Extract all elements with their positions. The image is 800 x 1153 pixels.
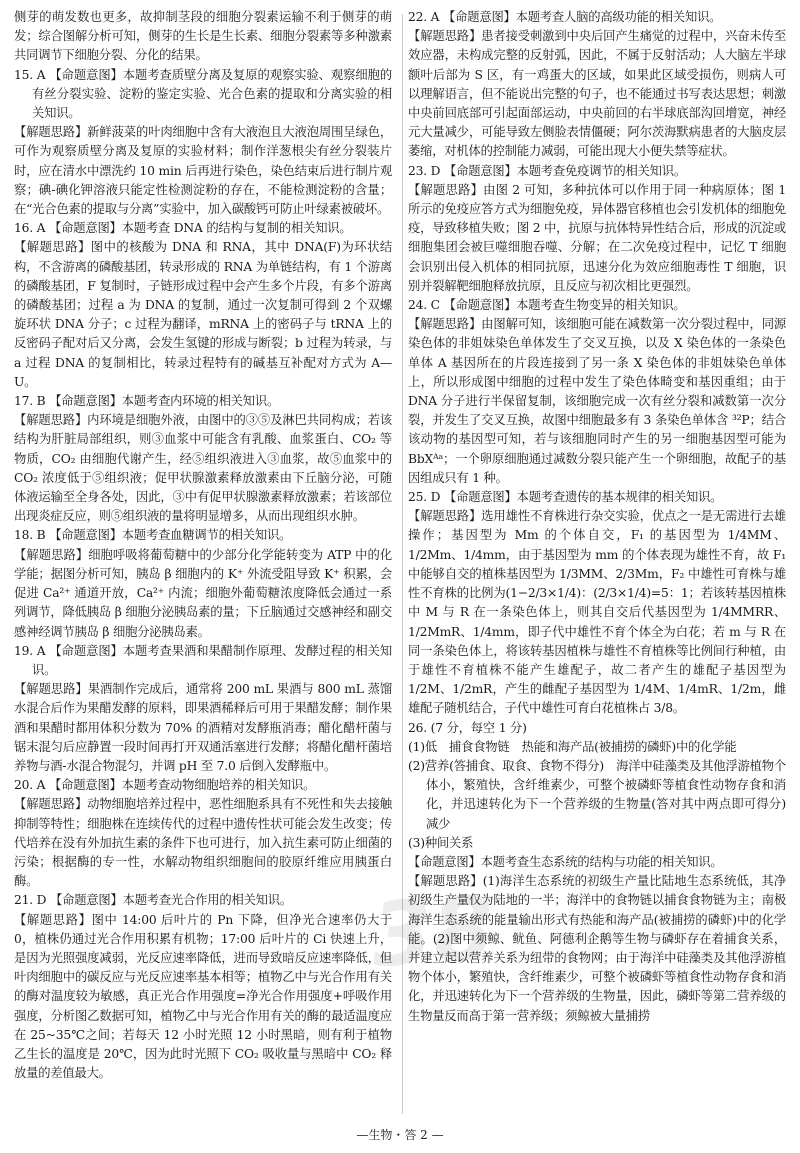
- solution-paragraph: 【解题思路】新鲜菠菜的叶肉细胞中含有大液泡且大液泡周围呈绿色，可作为观察质壁分离及复原的实验材料；制作洋葱根尖有丝分裂装片时，应在清水中漂洗约 10 min 后再进行染色，染色结束后进行制片观察；碘-碘化钾溶液只能定性检测淀粉的存在，不能检测淀粉的含量；在“光合色素的提取与分离”实验中，加入碳酸钙可防止叶绿素被破坏。: [14, 125, 392, 217]
- question-header: 26. (7 分，每空 1 分): [408, 720, 527, 735]
- solution-paragraph: 【解题思路】动物细胞培养过程中，恶性细胞系具有不死性和失去接触抑制等特性；细胞株在连续传代的过程中遗传性状可能会发生改变；传代培养在没有外加抗生素的条件下也可进行，加入抗生素可防止细菌的污染；根据酶的专一性，水解动物组织细胞间的胶原纤维应用胰蛋白酶。: [14, 797, 392, 889]
- solution-paragraph: 【解题思路】细胞呼吸将葡萄糖中的少部分化学能转变为 ATP 中的化学能；据图分析可知，胰岛 β 细胞内的 K⁺ 外流受阻导致 K⁺ 积累，会促进 Ca²⁺ 通道开放，Ca²⁺ 内流；细胞外葡萄糖浓度降低会通过一系列调节，降低胰岛 β 细胞分泌胰岛素的量；下丘脑通过交感神经和副交感神经调节胰岛 β 细胞分泌胰岛素。: [14, 547, 392, 639]
- solution-paragraph: 【解题思路】图中 14:00 后叶片的 Pn 下降，但净光合速率仍大于 0，植株仍通过光合作用积累有机物；17:00 后叶片的 Ci 快速上升，是因为光照强度减弱，光反应速率降低，进而导致暗反应速率降低，但叶肉细胞中的碳反应与光反应速率基本相等；植物乙中与光合作用有关的酶对温度较为敏感，真正光合作用强度=净光合作用强度+呼吸作用强度，分析图乙数据可知，植物乙中与光合作用有关的酶的最适温度应在 25~35℃之间；若每天 12 小时光照 12 小时黑暗，则有利于植物乙生长的温度是 20℃，因为此时光照下 CO₂ 吸收量与黑暗中 CO₂ 释放量的差值最大。: [14, 912, 392, 1081]
- question-header: 17. B 【命题意图】本题考查内环境的相关知识。: [14, 394, 280, 409]
- question-header: 18. B 【命题意图】本题考查血糖调节的相关知识。: [14, 528, 292, 543]
- solution-paragraph: 【解题思路】选用雄性不育株进行杂交实验，优点之一是无需进行去雄操作；基因型为 Mm 的个体自交，F₁ 的基因型为 1/4MM、1/2Mm、1/4mm，由于基因型为 mm 的个体表现为雄性不育，故 F₁ 中能够自交的植株基因型为 1/3MM、2/3Mm，F₂ 中雄性可育株与雄性不育株的比例为(1−2/3×1/4)：(2/3×1/4)=5：1；若该转基因植株中 M 与 R 在一条染色体上，则其自交后代基因型为 1/4MMRR、1/2MmR、1/4mm，即子代中雄性不育个体全为白花；若 m 与 R 在同一条染色体上，将该转基因植株与雄性不育植株等比例间行种植，由于雄性不育植株不能产生雄配子，故二者产生的雄配子基因型为 1/2M、1/2mR，产生的雌配子基因型为 1/4M、1/4mR、1/2m，雌雄配子随机结合，子代中雄性可育白花植株占 3/8。: [408, 509, 786, 716]
- question-header: 20. A 【命题意图】本题考查动物细胞培养的相关知识。: [14, 778, 316, 793]
- question-header: 15. A 【命题意图】本题考查质壁分离及复原的观察实验、观察细胞的有丝分裂实验、淀粉的鉴定实验、光合色素的提取和分离实验的相关知识。: [14, 67, 392, 121]
- solution-paragraph: 【解题思路】图中的核酸为 DNA 和 RNA，其中 DNA(F)为环状结构，不含游离的磷酸基团，转录形成的 RNA 为单链结构，有 1 个游离的磷酸基团，F 复制时，子链形成过程中会产生多个片段，有多个游离的磷酸基团；过程 a 为 DNA 的复制，通过一次复制可得到 2 个双螺旋环状 DNA 分子；c 过程为翻译，mRNA 上的密码子与 tRNA 上的反密码子配对后又分离，会发生氢键的形成与断裂；b 过程为转录，与 a 过程 DNA 的复制相比，转录过程特有的碱基互补配对方式为 A—U。: [14, 240, 392, 389]
- left-column: [14, 8, 392, 1083]
- question-header: 21. D 【命题意图】本题考查光合作用的相关知识。: [14, 893, 292, 908]
- intent-paragraph: 【命题意图】本题考查生态系统的结构与功能的相关知识。: [408, 854, 723, 869]
- question-header: 25. D 【命题意图】本题考查遗传的基本规律的相关知识。: [408, 490, 723, 505]
- solution-paragraph: 【解题思路】由图解可知，该细胞可能在减数第一次分裂过程中，同源染色体的非姐妹染色单体发生了交叉互换，以及 X 染色体的一条染色单体 A 基因所在的片段连接到了另一条 X 染色体的非姐妹染色单体上，所以形成图中细胞的过程中发生了染色体畸变和基因重组；由于 DNA 分子进行半保留复制，该细胞完成一次有丝分裂和减数第一次分裂，并发生了交叉互换，故图中细胞最多有 3 条染色单体含 ³²P；结合该动物的基因型可知，若与该细胞同时产生的另一细胞基因型可能为 BbXᴬᵃ；一个卵原细胞通过减数分裂只能产生一个卵细胞，故配子的基因组成只有 1 种。: [408, 317, 786, 485]
- solution-paragraph: 【解题思路】果酒制作完成后，通常将 200 mL 果酒与 800 mL 蒸馏水混合后作为果醋发酵的原料，即果酒稀释后可用于果醋发酵；制作果酒和果醋时都用体积分数为 70% 的酒精对发酵瓶消毒；醋化醋杆菌与锯末混匀后应静置一段时间再打开双通活塞进行发酵；将醋化醋杆菌培养物与酒-水混合物混匀，并调 pH 至 7.0 后倒入发酵瓶中。: [14, 682, 392, 773]
- solution-paragraph: 【解题思路】内环境是细胞外液，由图中的③⑤及淋巴共同构成；若该结构为肝脏局部组织，则③血浆中可能含有乳酸、血浆蛋白、CO₂ 等物质，CO₂ 由细胞代谢产生，经⑤组织液进入③血浆，故⑤血浆中的 CO₂ 浓度低于⑤组织液；促甲状腺激素释放激素由下丘脑分泌，可随体液运输至全身各处，因此，③中有促甲状腺激素释放激素；若该部位出现炎症反应，则⑤组织液的量将明显增多，从而出现组织水肿。: [14, 413, 392, 524]
- question-header: 24. C 【命题意图】本题考查生物变异的相关知识。: [408, 298, 686, 313]
- answer-item: (2)营养(答捕食、取食、食物不得分) 海洋中硅藻类及其他浮游植物个体小，繁殖快，含纤维素少，可整个被磷虾等植食性动物存食和消化，并迅速转化为下一个营养级的生物量(答对其中两点即可得分) 减少: [408, 758, 799, 831]
- page-footer: —生物・答 2 —: [356, 1128, 444, 1142]
- answer-item: (3)种间关系: [408, 835, 474, 850]
- solution-paragraph: 【解题思路】(1)海洋生态系统的初级生产量比陆地生态系统低，其净初级生产量仅为陆地的一半；海洋中的食物链以捕食食物链为主；南极海洋生态系统的能量输出形式有热能和海产品(被捕捞的磷虾)中的化学能。(2)图中须鲸、鱿鱼、阿德利企鹅等生物与磷虾存在着捕食关系，并建立起以营养关系为纽带的食物网；由于海洋中硅藻类及其他浮游植物个体小，繁殖快，含纤维素少，可整个被磷虾等植食性动物存食和消化，并迅速转化为下一个营养级的生物量，因此，磷虾等第二营养级的生物量反而高于第一营养级；须鲸被大量捕捞: [408, 874, 786, 1023]
- question-header: 22. A 【命题意图】本题考查人脑的高级功能的相关知识。: [408, 10, 722, 24]
- paragraph: 侧芽的萌发数也更多，故抑制茎段的细胞分裂素运输不利于侧芽的萌发；综合图解分析可知，侧芽的生长是生长素、细胞分裂素等多种激素共同调节下细胞分裂、分化的结果。: [14, 10, 392, 63]
- question-header: 19. A 【命题意图】本题考查果酒和果醋制作原理、发酵过程的相关知识。: [14, 643, 392, 677]
- question-header: 23. D 【命题意图】本题考查免疫调节的相关知识。: [408, 163, 686, 178]
- watermark-logo: 38: [367, 875, 498, 988]
- solution-paragraph: 【解题思路】患者接受刺激到中央后回产生痛觉的过程中，兴奋未传至效应器，未构成完整的反射弧，因此，不属于反射活动；人大脑左半球额叶后部为 S 区，有一鸡蛋大的区域，如果此区域受损伤，则病人可以理解语言，但不能说出完整的句子，也不能通过书写表达思想；刺激中央前回底部可引起面部运动，中央前回的右半球底部沟回增宽，神经元大量减少，可能导致左侧脸表情僵硬；阿尔茨海默病患者的大脑皮层萎缩，对机体的控制能力减弱，可能出现大小便失禁等症状。: [408, 29, 786, 159]
- solution-paragraph: 【解题思路】由图 2 可知，多种抗体可以作用于同一种病原体；图 1 所示的免疫应答方式为细胞免疫，异体器官移植也会引发机体的细胞免疫，导致移植失败；图 2 中，抗原与抗体特异性结合后，形成的沉淀或细胞集团会被巨噬细胞吞噬、分解；在二次免疫过程中，记忆 T 细胞会识别出侵入机体的相同抗原，迅速分化为效应细胞毒性 T 细胞，识别并裂解靶细胞释放抗原，且反应与初次相比更强烈。: [408, 182, 786, 293]
- answer-item: (1)低 捕食食物链 热能和海产品(被捕捞的磷虾)中的化学能: [408, 739, 737, 754]
- question-header: 16. A 【命题意图】本题考查 DNA 的结构与复制的相关知识。: [14, 221, 352, 236]
- right-column: [408, 8, 799, 1026]
